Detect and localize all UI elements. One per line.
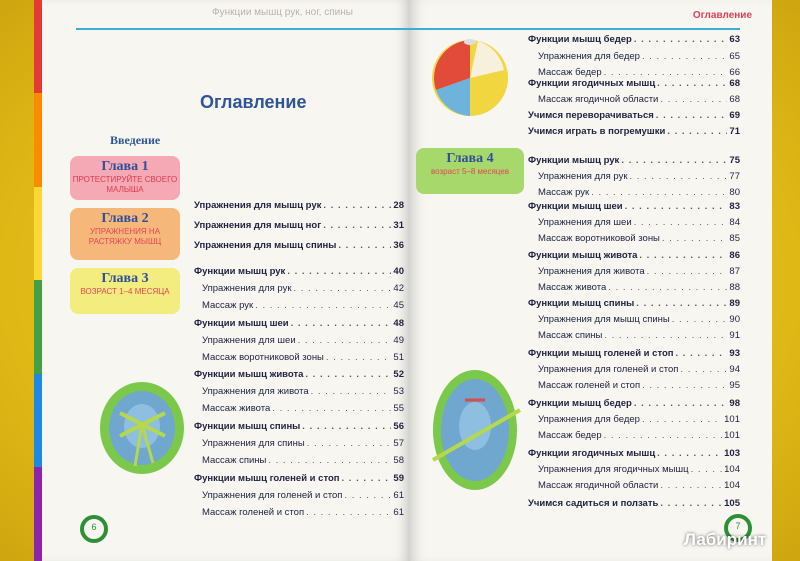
toc-leader-dots: [639, 250, 727, 261]
toc-entry[interactable]: [538, 233, 740, 244]
toc-entry[interactable]: [202, 386, 404, 397]
toc-entry-label: Массаж бедер: [538, 67, 602, 78]
faded-show-through-text: Функции мышц рук, ног, спины: [212, 7, 353, 18]
chapter-2-heading: Глава 2: [101, 211, 149, 226]
toc-entry-page: 87: [729, 266, 740, 277]
toc-entry-label: Массаж ягодичной области: [538, 480, 659, 491]
toc-entry-label: Учимся играть в погремушки: [528, 126, 666, 137]
toc-entry-page: 86: [729, 250, 740, 261]
toc-entry[interactable]: [194, 240, 404, 251]
toc-leader-dots: [642, 51, 727, 62]
toc-leader-dots: [634, 34, 728, 45]
rainbow-edge-strip: [34, 0, 42, 561]
toc-entry-label: Функции мышц шеи: [194, 318, 289, 329]
toc-entry[interactable]: [538, 364, 740, 375]
toc-entry[interactable]: [528, 398, 740, 409]
toc-entry-label: Учимся переворачиваться: [528, 110, 654, 121]
toc-entry[interactable]: [538, 217, 740, 228]
toc-leader-dots: [647, 266, 728, 277]
toc-leader-dots: [305, 369, 391, 380]
toc-leader-dots: [272, 403, 391, 414]
toc-leader-dots: [294, 283, 392, 294]
toc-entry-page: 101: [724, 430, 740, 441]
toc-leader-dots: [642, 380, 727, 391]
toc-entry-page: 61: [393, 490, 404, 501]
toc-entry[interactable]: [528, 348, 740, 359]
chapter-1-tab[interactable]: [70, 156, 180, 200]
toc-leader-dots: [657, 448, 722, 459]
toc-entry-label: Массаж рук: [538, 187, 590, 198]
toc-entry-label: Упражнения для бедер: [538, 51, 640, 62]
toc-entry[interactable]: [538, 414, 740, 425]
toc-entry[interactable]: [194, 369, 404, 380]
rainbow-band: [34, 374, 42, 467]
toc-entry[interactable]: [202, 352, 404, 363]
toc-entry-label: Функции мышц спины: [194, 421, 301, 432]
toc-leader-dots: [634, 398, 728, 409]
toc-entry-page: 52: [393, 369, 404, 380]
toc-entry-label: Функции мышц живота: [528, 250, 638, 261]
toc-leader-dots: [660, 498, 722, 509]
toc-entry-page: 58: [393, 455, 404, 466]
toc-entry[interactable]: [528, 78, 740, 89]
toc-entry[interactable]: [528, 250, 740, 261]
toc-entry[interactable]: [194, 473, 404, 484]
chapter-3-heading: Глава 3: [101, 271, 149, 286]
toc-entry-label: Упражнения для голеней и стоп: [202, 490, 343, 501]
ball-illustration: [430, 30, 512, 122]
right-page-number: 7: [735, 521, 741, 531]
toc-entry-page: 83: [729, 201, 740, 212]
chapter-3-subtitle: ВОЗРАСТ 1–4 МЕСЯЦА: [80, 287, 170, 296]
toc-entry-label: Функции мышц спины: [528, 298, 635, 309]
toc-entry-label: Массаж голеней и стоп: [538, 380, 641, 391]
toc-entry-page: 68: [729, 94, 740, 105]
toc-entry[interactable]: [528, 155, 740, 166]
toc-entry[interactable]: [538, 266, 740, 277]
toc-entry[interactable]: [528, 498, 740, 509]
toc-entry[interactable]: [528, 448, 740, 459]
chapter-2-tab[interactable]: [70, 208, 180, 260]
toc-entry-label: Упражнения для голеней и стоп: [538, 364, 679, 375]
toc-leader-dots: [662, 233, 728, 244]
toc-entry[interactable]: [202, 438, 404, 449]
toc-entry[interactable]: [202, 455, 404, 466]
toc-title: Оглавление: [200, 92, 307, 112]
toc-entry-page: 88: [729, 282, 740, 293]
watermark-logo-text: Лабиринт: [684, 530, 767, 549]
toc-entry-page: 75: [729, 155, 740, 166]
toc-entry-page: 91: [729, 330, 740, 341]
toc-leader-dots: [323, 220, 391, 231]
toc-entry-page: 55: [393, 403, 404, 414]
toc-entry[interactable]: [202, 283, 404, 294]
toc-entry-page: 101: [724, 414, 740, 425]
toc-entry-label: Упражнения для живота: [538, 266, 645, 277]
toc-entry-label: Массаж голеней и стоп: [202, 507, 305, 518]
toc-entry[interactable]: [538, 464, 740, 475]
chapter-1-heading: Глава 1: [101, 159, 149, 174]
toc-entry-label: Массаж воротниковой зоны: [202, 352, 324, 363]
toc-leader-dots: [291, 318, 392, 329]
chapter-2-subtitle: УПРАЖНЕНИЯ НА РАСТЯЖКУ МЫШЦ: [88, 227, 162, 246]
toc-leader-dots: [621, 155, 727, 166]
toc-entry-page: 77: [729, 171, 740, 182]
rainbow-band: [34, 280, 42, 373]
toc-leader-dots: [344, 490, 391, 501]
toc-leader-dots: [636, 298, 727, 309]
toc-entry-page: 69: [729, 110, 740, 121]
toc-entry-page: 51: [393, 352, 404, 363]
toc-entry[interactable]: [194, 200, 404, 211]
toc-entry[interactable]: [538, 187, 740, 198]
toc-entry[interactable]: [538, 67, 740, 78]
toc-entry-label: Функции мышц бедер: [528, 398, 632, 409]
toc-entry-label: Массаж рук: [202, 300, 254, 311]
toc-intro-link[interactable]: Введение: [110, 133, 161, 147]
left-top-rule: [76, 28, 410, 30]
toc-entry-label: Массаж ягодичной области: [538, 94, 659, 105]
chapter-4-subtitle: возраст 5–8 месяцев: [430, 167, 509, 176]
toc-leader-dots: [657, 78, 727, 89]
right-running-header: Оглавление: [692, 10, 752, 21]
toc-entry[interactable]: [194, 318, 404, 329]
toc-entry-label: Функции мышц голеней и стоп: [194, 473, 340, 484]
rainbow-band: [34, 93, 42, 186]
toc-leader-dots: [298, 335, 392, 346]
chapter-4-heading: Глава 4: [446, 151, 494, 166]
toc-leader-dots: [667, 126, 727, 137]
toc-entry[interactable]: [528, 126, 740, 137]
toc-entry-page: 80: [729, 187, 740, 198]
toc-entry-page: 104: [724, 464, 740, 475]
toc-entry[interactable]: [528, 110, 740, 121]
toc-entry-page: 85: [729, 233, 740, 244]
toc-entry-page: 56: [393, 421, 404, 432]
toc-entry-page: 89: [729, 298, 740, 309]
toc-entry-page: 59: [393, 473, 404, 484]
toc-entry[interactable]: [538, 430, 740, 441]
toc-entry[interactable]: [538, 282, 740, 293]
toc-entry[interactable]: [194, 266, 404, 277]
toc-entry-page: 63: [729, 34, 740, 45]
toc-leader-dots: [625, 201, 728, 212]
toc-leader-dots: [302, 421, 391, 432]
toc-leader-dots: [342, 473, 392, 484]
toc-entry-page: 98: [729, 398, 740, 409]
toc-entry-label: Упражнения для рук: [538, 171, 628, 182]
toc-entry[interactable]: [538, 314, 740, 325]
toc-entry-label: Упражнения для рук: [202, 283, 292, 294]
chapter-1-subtitle: ПРОТЕСТИРУЙТЕ СВОЕГО МАЛЫША: [72, 175, 178, 194]
toc-leader-dots: [323, 200, 391, 211]
toc-leader-dots: [287, 266, 391, 277]
toc-entry-label: Функции ягодичных мышц: [528, 448, 656, 459]
toc-leader-dots: [676, 348, 728, 359]
toc-leader-dots: [634, 217, 728, 228]
rainbow-band: [34, 0, 42, 93]
toc-leader-dots: [608, 282, 727, 293]
toc-entry-label: Функции ягодичных мышц: [528, 78, 656, 89]
toc-entry[interactable]: [194, 220, 404, 231]
toc-entry-page: 84: [729, 217, 740, 228]
toc-entry-label: Массаж живота: [538, 282, 607, 293]
toc-entry-page: 48: [393, 318, 404, 329]
toc-entry-page: 53: [393, 386, 404, 397]
toc-entry[interactable]: [202, 507, 404, 518]
toc-leader-dots: [255, 300, 391, 311]
toc-entry[interactable]: [538, 380, 740, 391]
toc-leader-dots: [660, 94, 727, 105]
toc-entry-label: Массаж живота: [202, 403, 271, 414]
toc-entry-label: Упражнения для шеи: [202, 335, 296, 346]
toc-entry-page: 94: [729, 364, 740, 375]
toc-entry-page: 93: [729, 348, 740, 359]
toc-leader-dots: [630, 171, 728, 182]
toc-leader-dots: [656, 110, 728, 121]
toc-entry-page: 95: [729, 380, 740, 391]
toc-entry-label: Упражнения для ягодичных мышц: [538, 464, 689, 475]
toc-entry-page: 103: [724, 448, 740, 459]
toc-entry-page: 49: [393, 335, 404, 346]
toc-entry-page: 68: [729, 78, 740, 89]
toc-entry-page: 90: [729, 314, 740, 325]
toc-leader-dots: [306, 507, 391, 518]
chapter-4-tab[interactable]: [416, 148, 524, 194]
toc-entry[interactable]: [202, 490, 404, 501]
toc-entry-label: Упражнения для бедер: [538, 414, 640, 425]
toc-entry-label: Упражнения для спины: [202, 438, 305, 449]
toc-entry[interactable]: [528, 34, 740, 45]
toc-entry-label: Функции мышц рук: [528, 155, 620, 166]
toc-leader-dots: [660, 480, 722, 491]
toc-entry-page: 40: [393, 266, 404, 277]
toc-leader-dots: [691, 464, 723, 475]
toc-entry-page: 31: [393, 220, 404, 231]
toc-leader-dots: [326, 352, 392, 363]
toc-entry-page: 71: [729, 126, 740, 137]
toc-entry-label: Массаж спины: [538, 330, 603, 341]
toc-entry-page: 36: [393, 240, 404, 251]
toc-entry[interactable]: [538, 51, 740, 62]
toc-entry-page: 105: [724, 498, 740, 509]
toc-entry-label: Упражнения для мышц ног: [194, 220, 322, 231]
toc-leader-dots: [338, 240, 391, 251]
left-page-number: 6: [91, 522, 97, 532]
toc-entry-label: Упражнения для мышц спины: [538, 314, 670, 325]
toc-entry[interactable]: [202, 403, 404, 414]
toc-entry-page: 28: [393, 200, 404, 211]
chapter-3-tab[interactable]: [70, 268, 180, 314]
toc-leader-dots: [311, 386, 392, 397]
toc-entry-page: 66: [729, 67, 740, 78]
toc-leader-dots: [604, 430, 723, 441]
toc-entry-page: 42: [393, 283, 404, 294]
left-page-number-badge: [80, 515, 108, 543]
toc-entry-label: Функции мышц голеней и стоп: [528, 348, 674, 359]
toc-entry-page: 45: [393, 300, 404, 311]
toc-entry-label: Упражнения для мышц спины: [194, 240, 337, 251]
toc-entry-label: Упражнения для шеи: [538, 217, 632, 228]
toc-entry[interactable]: [202, 335, 404, 346]
toc-entry-label: Функции мышц живота: [194, 369, 304, 380]
toc-leader-dots: [604, 67, 728, 78]
bootie-illustration-right: [425, 360, 525, 495]
toc-leader-dots: [680, 364, 727, 375]
toc-entry-label: Массаж бедер: [538, 430, 602, 441]
rainbow-band: [34, 187, 42, 280]
toc-entry-label: Функции мышц шеи: [528, 201, 623, 212]
toc-leader-dots: [672, 314, 728, 325]
toc-entry-label: Массаж воротниковой зоны: [538, 233, 660, 244]
toc-entry-page: 57: [393, 438, 404, 449]
toc-entry[interactable]: [538, 330, 740, 341]
toc-entry-label: Упражнения для мышц рук: [194, 200, 322, 211]
bootie-illustration-left: [95, 368, 190, 478]
toc-entry[interactable]: [528, 298, 740, 309]
toc-entry[interactable]: [538, 171, 740, 182]
toc-entry[interactable]: [194, 421, 404, 432]
toc-entry-label: Функции мышц бедер: [528, 34, 632, 45]
toc-entry-label: Учимся садиться и ползать: [528, 498, 659, 509]
toc-leader-dots: [268, 455, 391, 466]
toc-entry[interactable]: [202, 300, 404, 311]
toc-entry-page: 65: [729, 51, 740, 62]
toc-leader-dots: [604, 330, 727, 341]
rainbow-band: [34, 467, 42, 560]
toc-entry-label: Функции мышц рук: [194, 266, 286, 277]
toc-entry[interactable]: [538, 480, 740, 491]
toc-entry-label: Массаж спины: [202, 455, 267, 466]
toc-leader-dots: [591, 187, 727, 198]
toc-entry[interactable]: [538, 94, 740, 105]
toc-entry-page: 61: [393, 507, 404, 518]
toc-entry-label: Упражнения для живота: [202, 386, 309, 397]
toc-leader-dots: [642, 414, 722, 425]
toc-leader-dots: [307, 438, 392, 449]
toc-entry[interactable]: [528, 201, 740, 212]
toc-entry-page: 104: [724, 480, 740, 491]
